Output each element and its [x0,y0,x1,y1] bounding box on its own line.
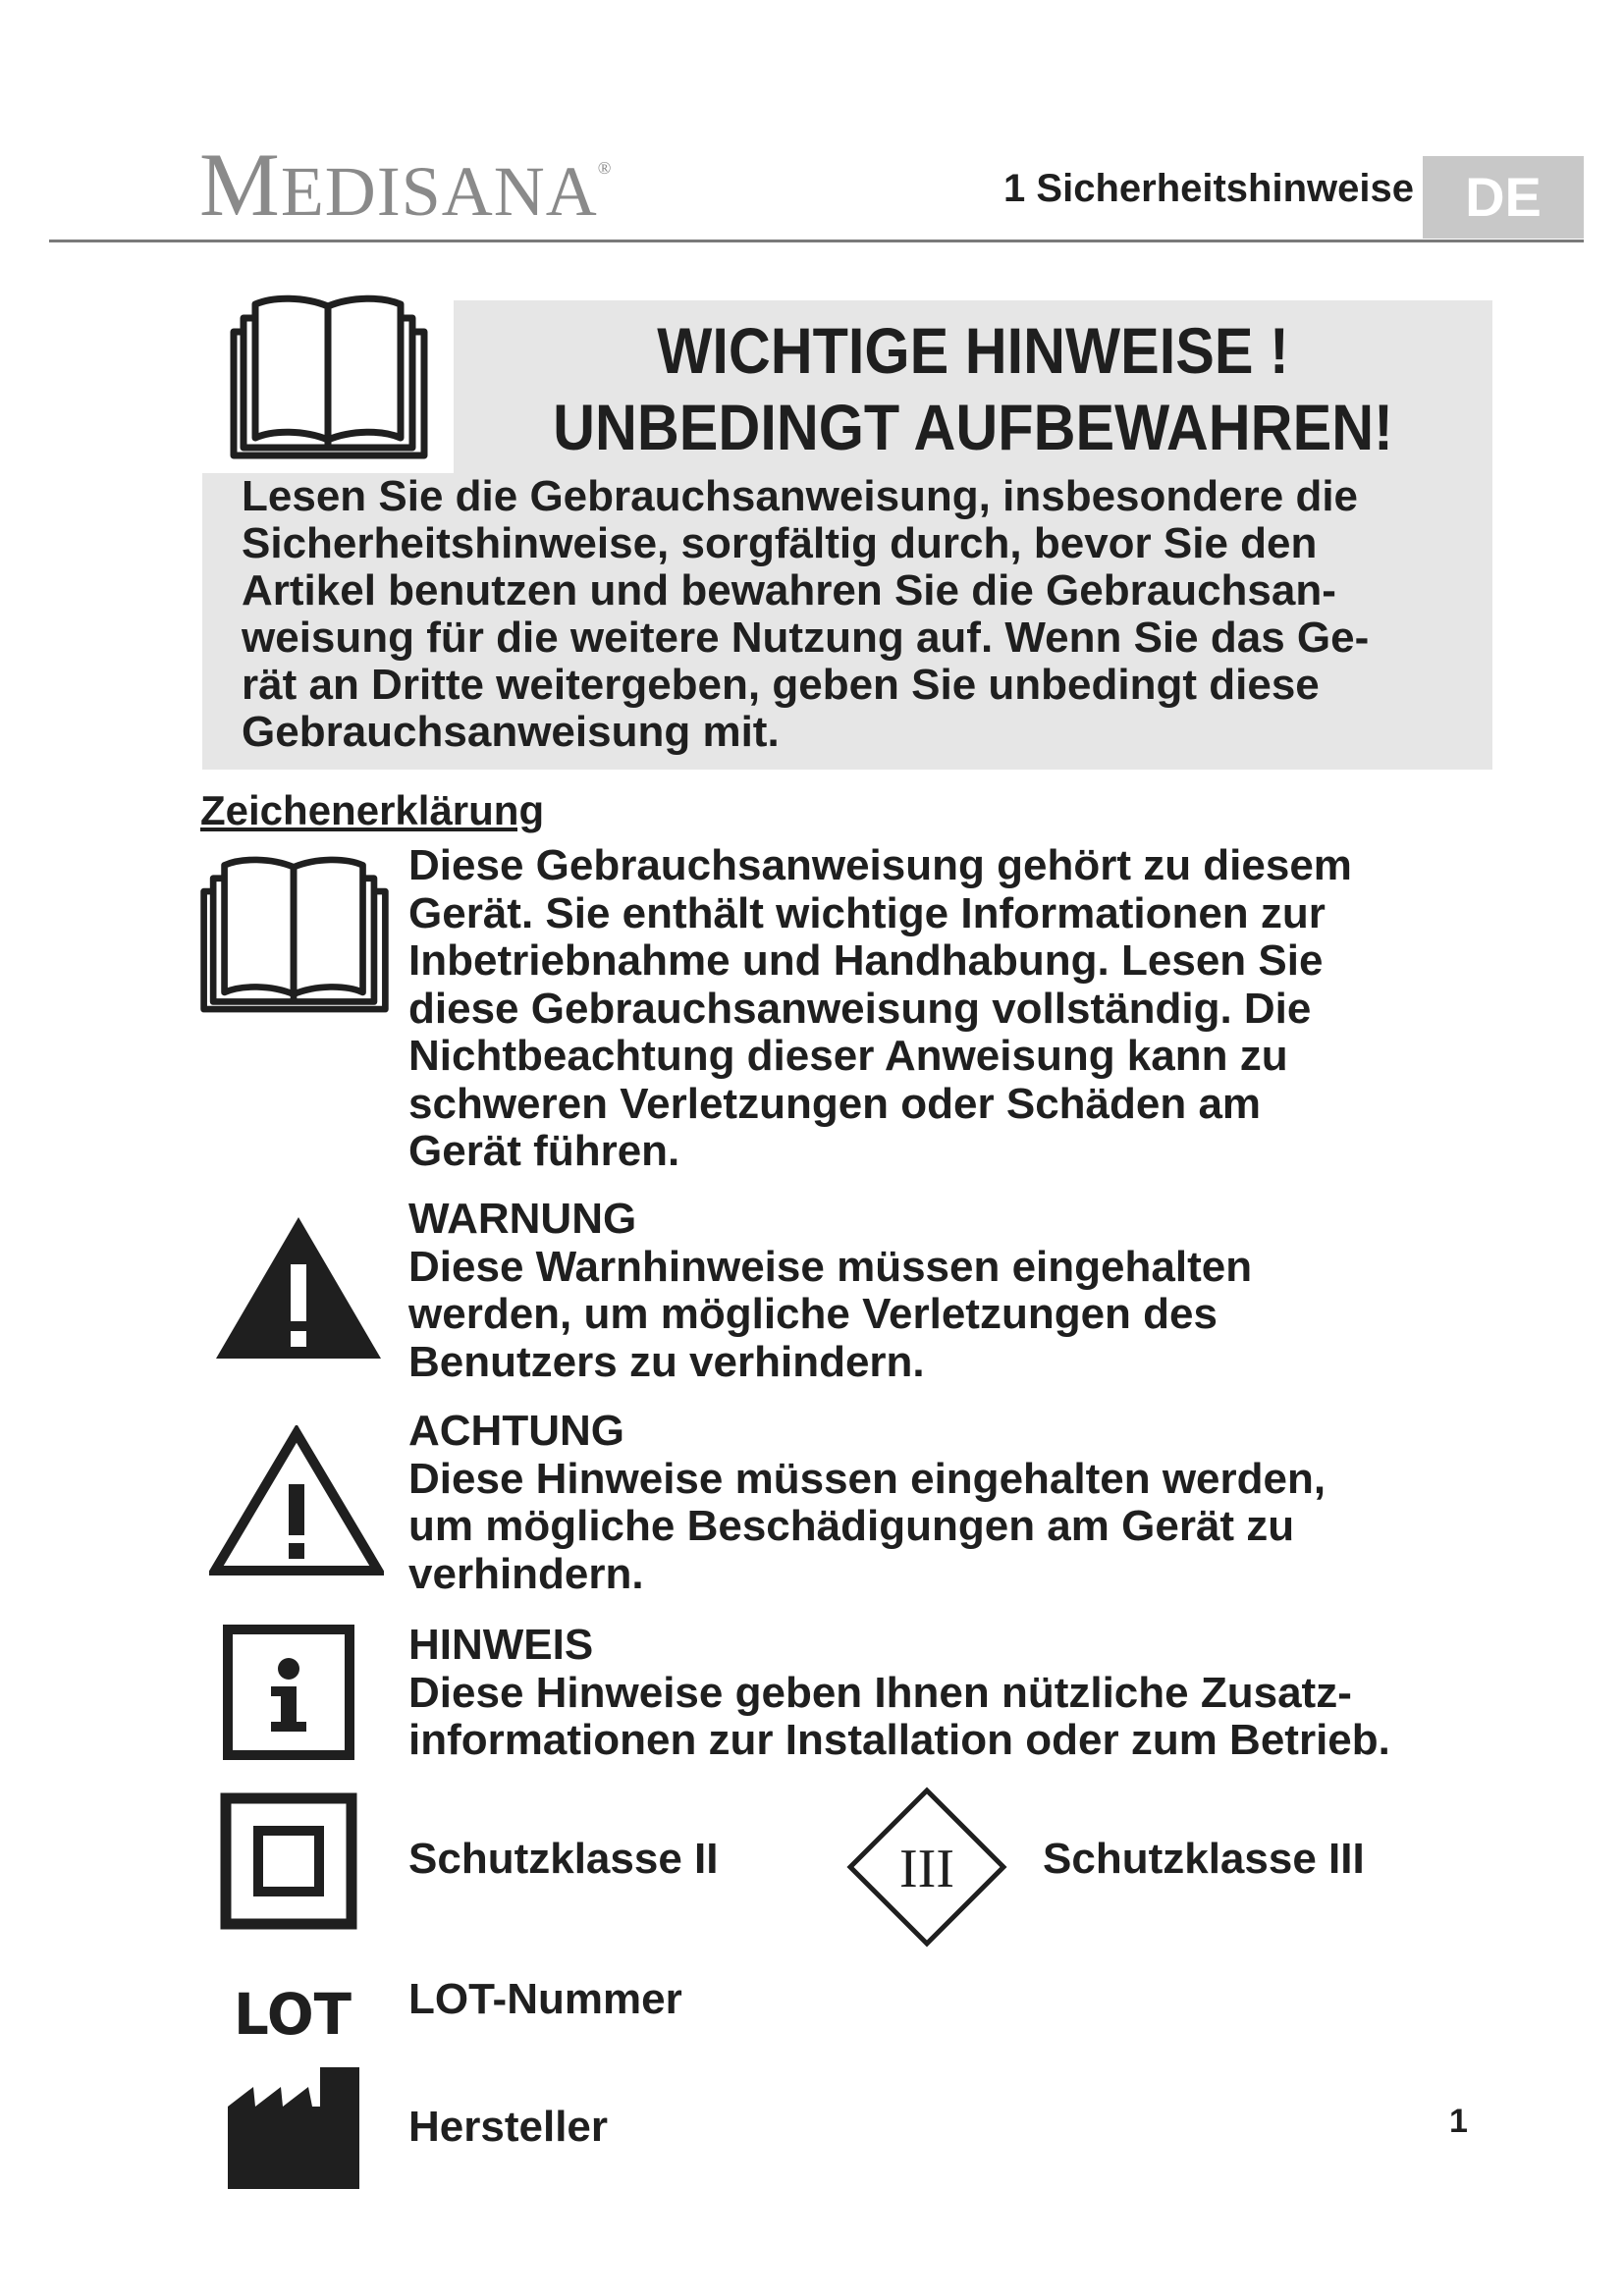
manufacturer-label: Hersteller [408,2103,609,2151]
warning-line: werden, um mögliche Verletzungen des [408,1290,1218,1338]
important-body-line: Gebrauchsanweisung mit. [242,708,780,756]
open-book-icon [196,850,393,1015]
important-title-line-1: WICHTIGE HINWEISE ! [657,314,1289,387]
caution-line: um mögliche Beschädigungen am Gerät zu [408,1502,1295,1550]
lot-symbol: LOT [234,1981,352,2048]
page-number: 1 [1449,2103,1468,2140]
info-box-icon [222,1624,355,1761]
legend-manual-line: Diese Gebrauchsanweisung gehört zu diesem [408,841,1352,889]
warning-title: WARNUNG [408,1195,637,1243]
caution-line: verhindern. [408,1549,644,1598]
important-title-line-2: UNBEDINGT AUFBEWAHREN! [553,391,1393,463]
legend-manual-text [408,842,1352,1176]
legend-note-text [408,1622,1390,1765]
language-badge: DE [1423,156,1584,239]
legend-heading: Zeichenerklärung [200,787,545,833]
warning-line: Benutzers zu verhindern. [408,1337,925,1386]
lot-icon [230,1979,357,2048]
legend-manual-line: Gerät. Sie enthält wichtige Informationen zur [408,888,1326,937]
important-body-line: weisung für die weitere Nutzung auf. Wenn Sie das Ge- [242,614,1370,662]
note-line: Diese Hinweise geben Ihnen nützliche Zusatz- [408,1668,1352,1717]
section-title: 1 Sicherheitshinweise [1003,167,1414,210]
header-divider [49,240,1584,242]
legend-caution-text [408,1408,1326,1598]
important-title [506,312,1440,465]
note-line: informationen zur Installation oder zum Betrieb. [408,1716,1390,1764]
warning-filled-triangle-icon [212,1213,385,1362]
important-body-line: Lesen Sie die Gebrauchsanweisung, insbesondere die [242,472,1359,520]
important-body-line: rät an Dritte weitergeben, geben Sie unbedingt diese [242,661,1320,709]
protection-class-2-icon [220,1792,357,1930]
brand-logo-rest: EDISANA [280,152,598,231]
brand-logo-initial: M [199,134,281,235]
caution-line: Diese Hinweise müssen eingehalten werden, [408,1454,1326,1503]
important-body-line: Sicherheitshinweise, sorgfältig durch, bevor Sie den [242,519,1318,567]
legend-manual-line: Nichtbeachtung dieser Anweisung kann zu [408,1032,1288,1080]
protection-class-3-icon [846,1787,1007,1948]
warning-line: Diese Warnhinweise müssen eingehalten [408,1242,1253,1291]
caution-outline-triangle-icon [209,1425,384,1576]
brand-logo [199,134,613,235]
registered-mark: ® [597,158,613,178]
legend-manual-line: Gerät führen. [408,1127,680,1175]
protection-class-3-symbol: III [899,1839,954,1899]
legend-manual-line: schweren Verletzungen oder Schäden am [408,1079,1262,1128]
legend-manual-line: Inbetriebnahme und Handhabung. Lesen Sie [408,936,1324,985]
legend-manual-line: diese Gebrauchsanweisung vollständig. Die [408,984,1312,1033]
open-book-icon [226,291,432,459]
legend-warning-text [408,1196,1252,1386]
lot-label: LOT-Nummer [408,1975,682,2023]
caution-title: ACHTUNG [408,1407,624,1455]
protection-class-2-label: Schutzklasse II [408,1835,719,1883]
protection-class-3-label: Schutzklasse III [1043,1835,1365,1883]
manufacturer-icon [226,2065,361,2191]
note-title: HINWEIS [408,1621,594,1669]
important-body-line: Artikel benutzen und bewahren Sie die Gebrauchsan- [242,566,1336,614]
important-body-text [242,473,1479,756]
